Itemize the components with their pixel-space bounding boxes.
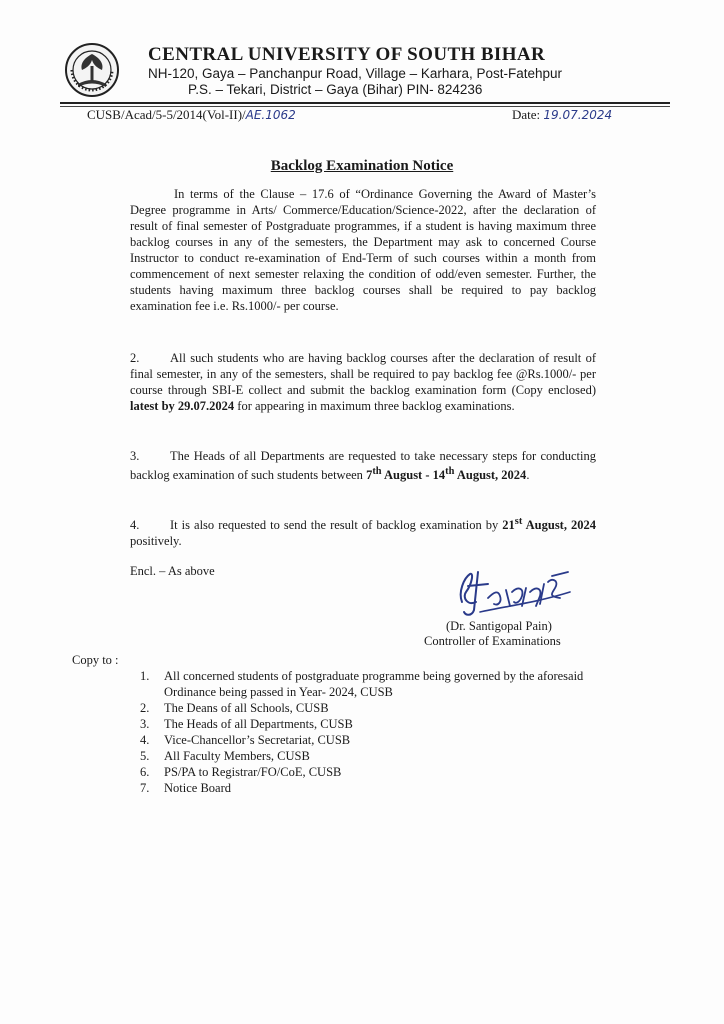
- list-item-number: 4.: [140, 733, 150, 747]
- list-item-number: 3.: [140, 717, 150, 731]
- paragraph-number: 2.: [130, 351, 140, 365]
- paragraph-4-tail: positively.: [130, 534, 182, 549]
- paragraph-4-sup: st: [514, 516, 523, 527]
- list-item: [140, 732, 600, 748]
- reference-printed: CUSB/Acad/5-5/2014(Vol-II)/: [87, 107, 246, 122]
- paragraph-4-text: It is also requested to send the result of backlog examination by: [170, 518, 503, 533]
- list-item-text: PS/PA to Registrar/FO/CoE, CUSB: [164, 765, 342, 779]
- paragraph-3-date-start: 7: [366, 468, 373, 483]
- copy-to-list: [140, 668, 600, 796]
- list-item: [140, 764, 600, 780]
- list-item: [140, 716, 600, 732]
- list-item-text: The Heads of all Departments, CUSB: [164, 717, 353, 731]
- list-item-text: All Faculty Members, CUSB: [164, 749, 310, 763]
- list-item-number: 1.: [140, 669, 150, 683]
- signatory-designation: Controller of Examinations: [424, 634, 561, 648]
- university-emblem-icon: [64, 42, 120, 98]
- list-item: [140, 700, 600, 716]
- paragraph-1: In terms of the Clause – 17.6 of “Ordinance Governing the Award of Master’s Degree programme in Arts/ Commerce/Education/Science-2022, after the declaration of result of final semester of Postgraduate programmes, if a student is having maximum three backlog courses in any of the semesters, the Department may ask to concerned Course Instructor to conduct re-examination of End-Term of such courses within a month from commencement of next semester relaxing the condition of odd/even semester. Further, the students having maximum three backlog courses shall be required to pay backlog examination fee i.e. Rs.1000/- per course.: [130, 187, 596, 313]
- address-line-1: NH-120, Gaya – Panchanpur Road, Village – Karhara, Post-Fatehpur: [148, 66, 562, 81]
- list-item: [140, 748, 600, 764]
- paragraph-2-tail: for appearing in maximum three backlog examinations.: [234, 399, 515, 413]
- list-item-text: Vice-Chancellor’s Secretariat, CUSB: [164, 733, 351, 747]
- list-item-text: All concerned students of postgraduate programme being governed by the aforesaid Ordinance being passed in Year- 2024, CUSB: [164, 669, 584, 699]
- list-item-text: Notice Board: [164, 781, 231, 795]
- paragraph-2: [130, 350, 596, 414]
- paragraph-2-deadline: latest by 29.07.2024: [130, 399, 235, 413]
- list-item: [140, 780, 600, 796]
- list-item-number: 2.: [140, 701, 150, 715]
- paragraph-2-text: All such students who are having backlog courses after the declaration of result of final semester, in any of the semesters, shall be required to pay backlog fee @Rs.1000/- per course through SBI-E collect and submit the backlog examination form (Copy enclosed): [130, 351, 596, 397]
- list-item: [140, 668, 600, 700]
- list-item-number: 5.: [140, 749, 150, 763]
- paragraph-3: [130, 448, 596, 483]
- paragraph-4-date-month: August, 2024: [522, 518, 596, 533]
- paragraph-number: 3.: [130, 449, 140, 463]
- paragraph-number: 4.: [130, 518, 140, 533]
- date-label: Date:: [512, 107, 541, 122]
- copy-to-label: Copy to :: [72, 653, 119, 667]
- paragraph-4: [130, 514, 596, 549]
- signature-image: [448, 562, 578, 620]
- paragraph-3-tail: .: [526, 468, 530, 483]
- paragraph-3-text: The Heads of all Departments are requested to take necessary steps for conducting backlog examination of such students between: [130, 449, 596, 483]
- signatory-name: (Dr. Santigopal Pain): [446, 619, 552, 633]
- university-name: CENTRAL UNIVERSITY OF SOUTH BIHAR: [148, 44, 546, 65]
- paragraph-3-sup-1: th: [372, 466, 382, 477]
- notice-date: [512, 107, 612, 123]
- paragraph-4-date-day: 21: [502, 518, 515, 533]
- paragraph-3-date-end: August, 2024: [454, 468, 527, 483]
- notice-title: Backlog Examination Notice: [270, 158, 454, 174]
- paragraph-3-sup-2: th: [445, 466, 455, 477]
- reference-handwritten: AE.1062: [245, 108, 296, 122]
- list-item-number: 7.: [140, 781, 150, 795]
- enclosure-note: Encl. – As above: [130, 564, 215, 578]
- paragraph-3-date-mid: August - 14: [381, 468, 446, 483]
- header-rule: [60, 102, 670, 104]
- date-handwritten: 19.07.2024: [543, 108, 613, 122]
- list-item-text: The Deans of all Schools, CUSB: [164, 701, 329, 715]
- address-line-2: P.S. – Tekari, District – Gaya (Bihar) PIN- 824236: [188, 82, 483, 97]
- reference-number: [87, 107, 296, 123]
- list-item-number: 6.: [140, 765, 150, 779]
